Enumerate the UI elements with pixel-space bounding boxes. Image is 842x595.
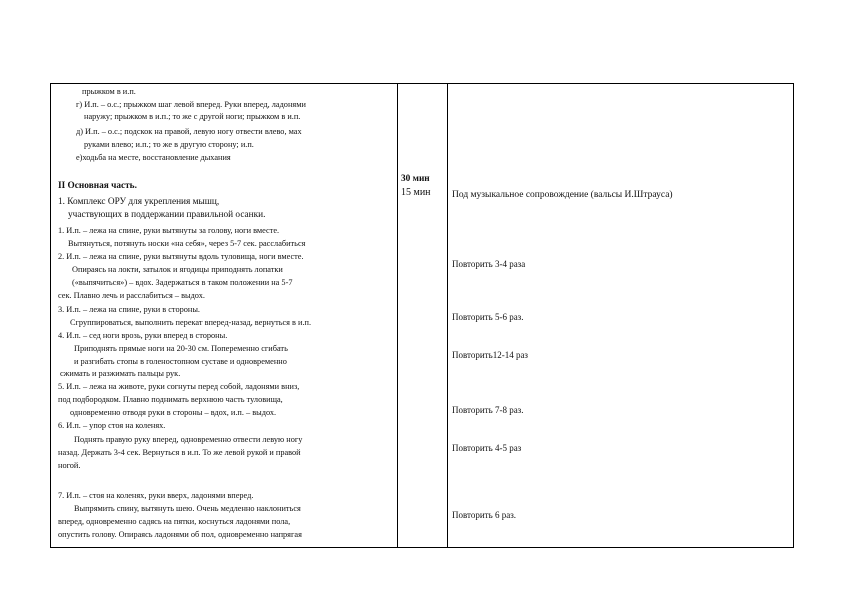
text-line: Сгруппироваться, выполнить перекат вперед-назад, вернуться в и.п. (70, 318, 312, 327)
text-line: и разгибать стопы в голеностопном суставе и одновременно (74, 357, 287, 366)
text-line: ногой. (58, 461, 81, 470)
text-line: е)ходьба на месте, восстановление дыхания (76, 153, 231, 162)
note-repeat: Повторить 7-8 раз. (452, 405, 524, 415)
note-repeat: Повторить12-14 раз (452, 350, 528, 360)
section-heading: II Основная часть. (58, 181, 137, 191)
note-repeat: Повторить 6 раз. (452, 510, 516, 520)
text-line: Приподнять прямые ноги на 20-30 см. Попеременно сгибать (74, 344, 288, 353)
text-line: наружу; прыжком в и.п.; то же с другой ноги; прыжком в и.п. (84, 112, 301, 121)
text-line: Вытянуться, потянуть носки «на себя», через 5-7 сек. расслабиться (68, 239, 306, 248)
text-line: под подбородком. Плавно поднимать верхнюю часть туловища, (58, 395, 283, 404)
column-divider-1 (397, 84, 398, 547)
text-line: вперед, одновременно садясь на пятки, коснуться ладонями пола, (58, 517, 291, 526)
text-line: («выпячиться») – вдох. Задержаться в таком положении на 5-7 (72, 278, 293, 287)
text-line: 3. И.п. – лежа на спине, руки в стороны. (58, 305, 200, 314)
time-total: 30 мин (401, 174, 430, 184)
text-line: 5. И.п. – лежа на животе, руки согнуты перед собой, ладонями вниз, (58, 382, 300, 391)
text-line: 1. И.п. – лежа на спине, руки вытянуты за голову, ноги вместе. (58, 226, 280, 235)
text-line: Поднять правую руку вперед, одновременно отвести левую ногу (74, 435, 303, 444)
text-line: участвующих в поддержании правильной осанки. (68, 210, 266, 220)
text-line: опустить голову. Опираясь ладонями об пол, одновременно напрягая (58, 530, 302, 539)
text-line: г) И.п. – о.с.; прыжком шаг левой вперед. Руки вперед, ладонями (76, 100, 306, 109)
text-line: руками влево; и.п.; то же в другую сторону; и.п. (84, 140, 254, 149)
column-divider-2 (447, 84, 448, 547)
text-line: 1. Комплекс ОРУ для укрепления мышц, (58, 197, 220, 207)
text-line: назад. Держать 3-4 сек. Вернуться в и.п. То же левой рукой и правой (58, 448, 301, 457)
text-line: 6. И.п. – упор стоя на коленях. (58, 421, 166, 430)
text-line: 7. И.п. – стоя на коленях, руки вверх, ладонями вперед. (58, 491, 254, 500)
text-line: 4. И.п. – сед ноги врозь, руки вперед в стороны. (58, 331, 228, 340)
text-line: 2. И.п. – лежа на спине, руки вытянуты вдоль туловища, ноги вместе. (58, 252, 304, 261)
text-line: одновременно отводя руки в стороны – вдох, и.п. – выдох. (70, 408, 277, 417)
note-repeat: Повторить 4-5 раз (452, 443, 522, 453)
note-repeat: Повторить 5-6 раз. (452, 312, 524, 322)
note-music: Под музыкальное сопровождение (вальсы И.Штрауса) (452, 190, 673, 200)
text-line: д) И.п. – о.с.; подскок на правой, левую ногу отвести влево, мах (76, 127, 302, 136)
text-line: прыжком в и.п. (82, 87, 136, 96)
text-line: сжимать и разжимать пальцы рук. (60, 369, 181, 378)
text-line: Выпрямить спину, вытянуть шею. Очень медленно наклониться (74, 504, 301, 513)
text-line: Опираясь на локти, затылок и ягодицы приподнять лопатки (72, 265, 283, 274)
note-repeat: Повторить 3-4 раза (452, 259, 526, 269)
time-part: 15 мин (401, 187, 431, 198)
text-line: сек. Плавно лечь и расслабиться – выдох. (58, 291, 205, 300)
